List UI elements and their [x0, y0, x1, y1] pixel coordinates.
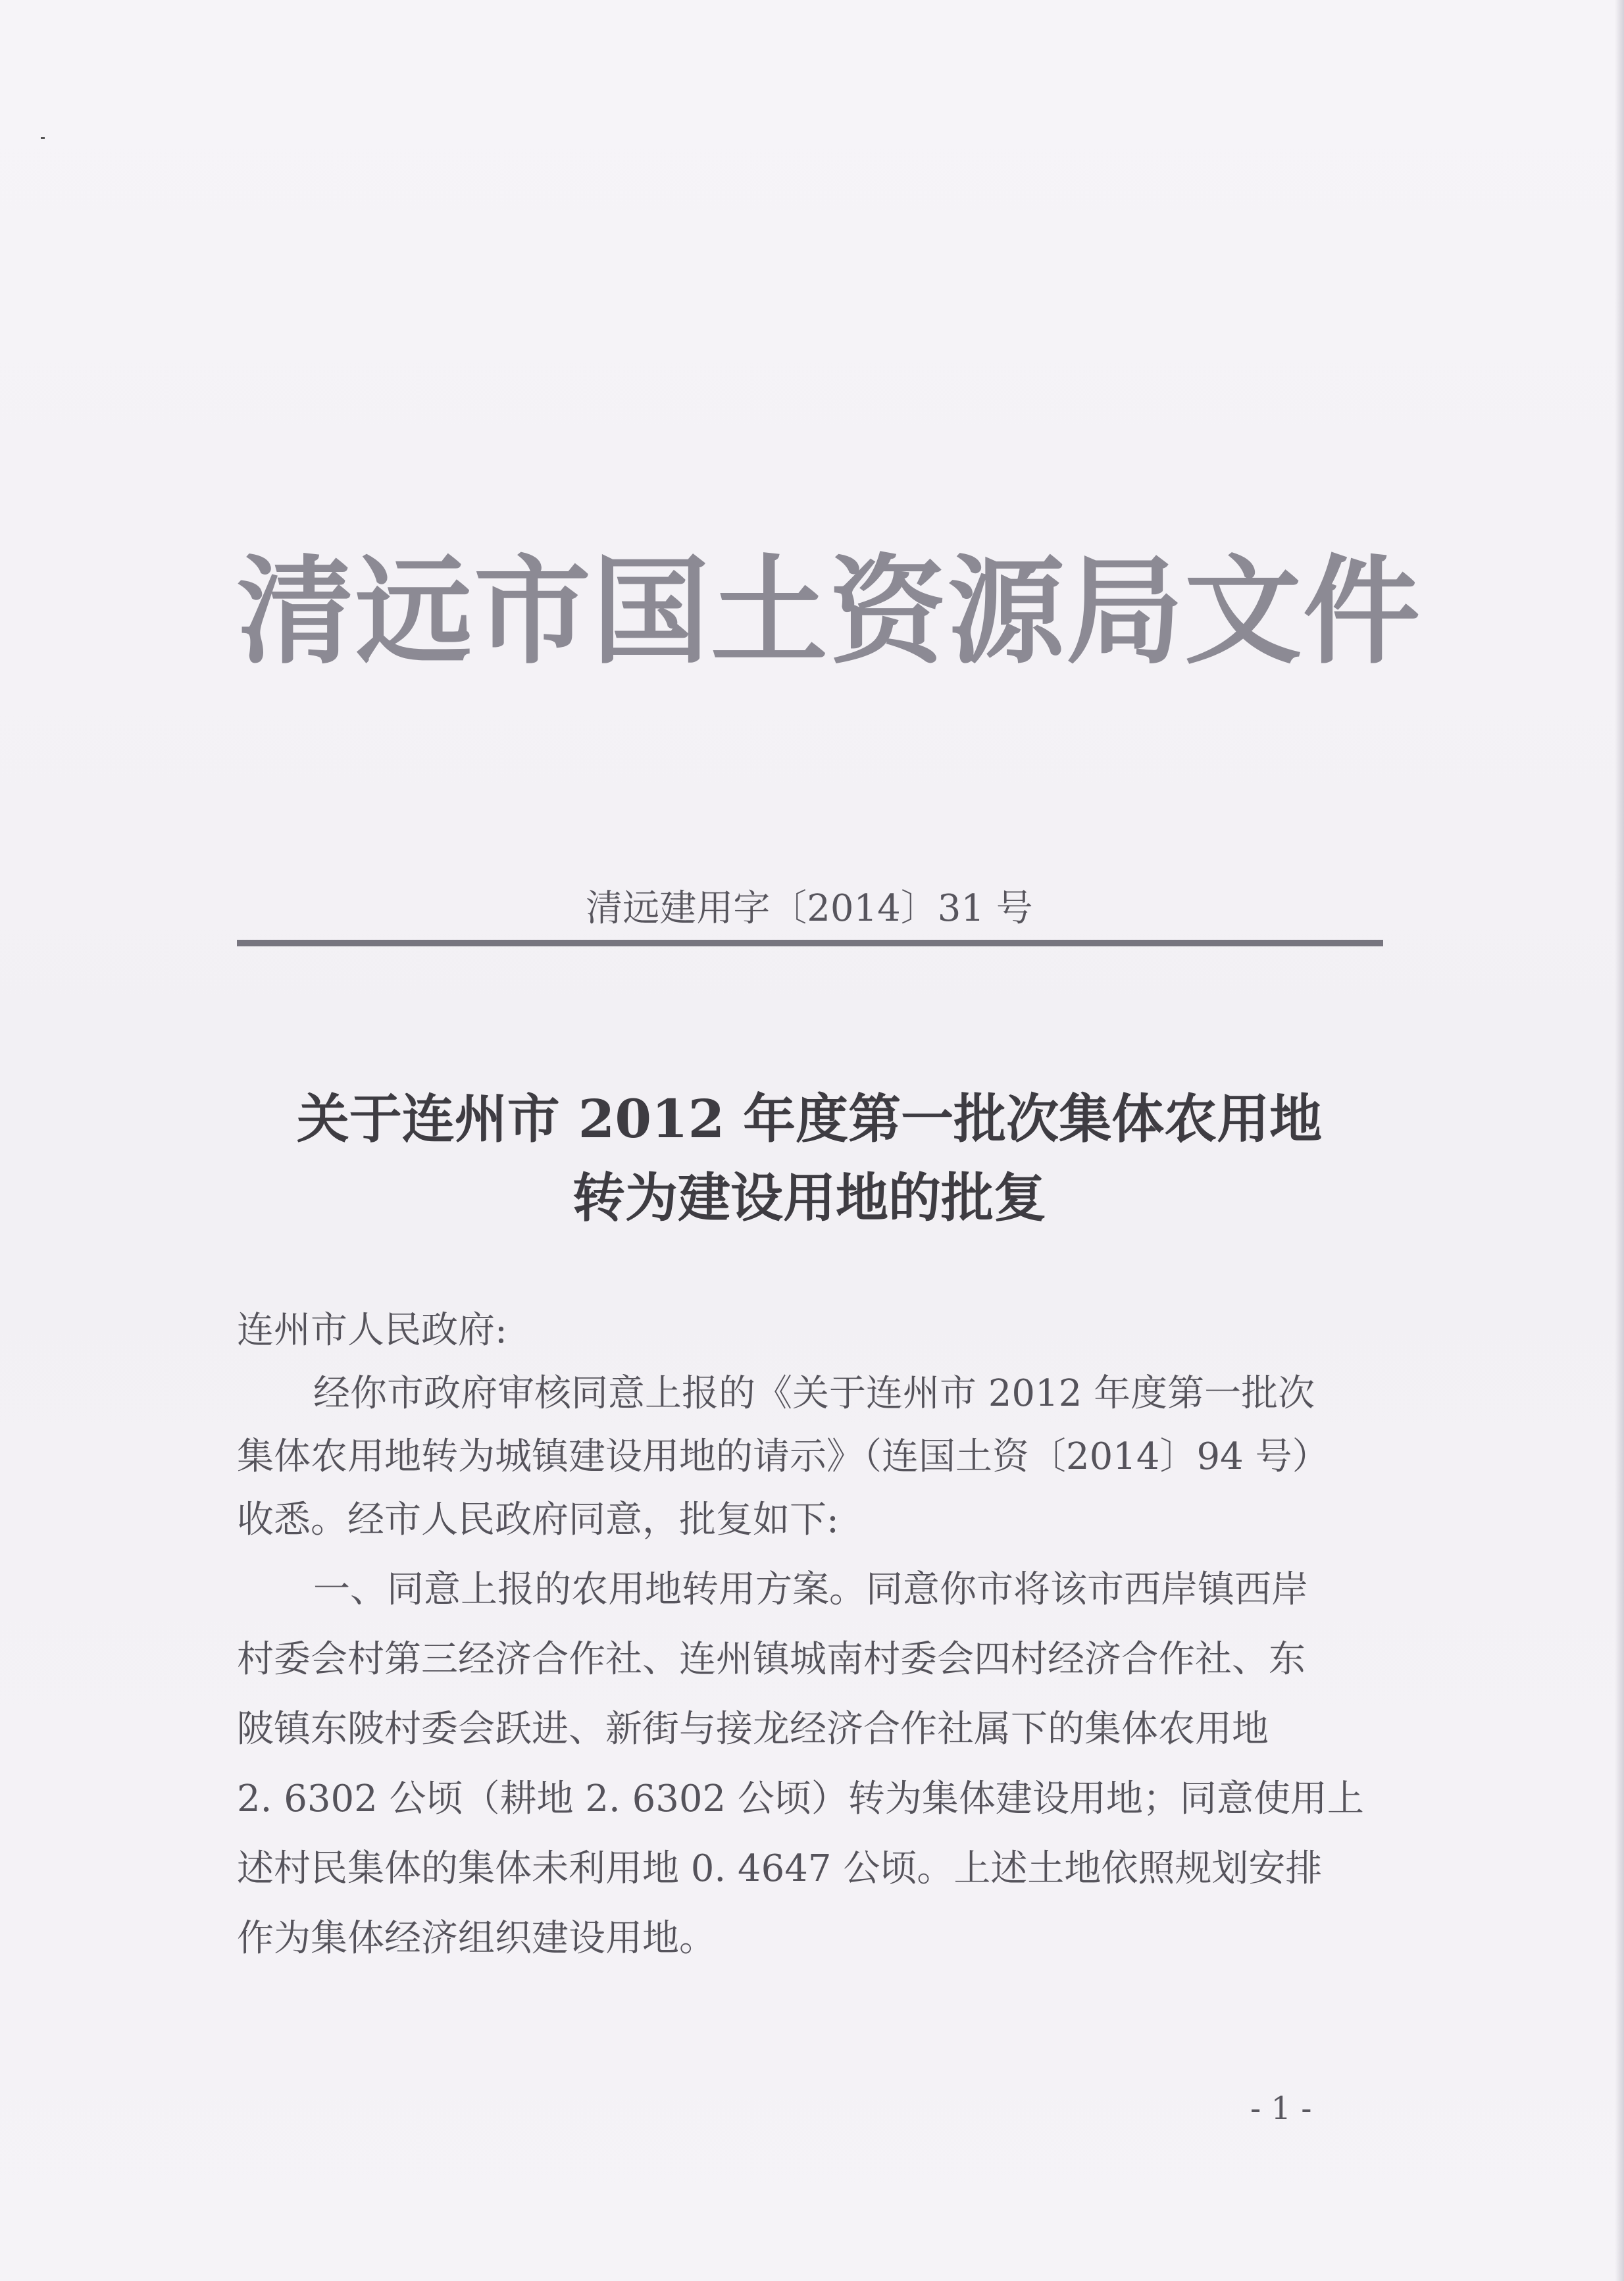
- salutation: 连州市人民政府:: [237, 1309, 507, 1352]
- issuer-header-title: 清远市国土资源局文件: [237, 542, 1421, 680]
- body-line: 一、同意上报的农用地转用方案。同意你市将该市西岸镇西岸: [313, 1568, 1308, 1611]
- document-title-line-2: 转为建设用地的批复: [572, 1167, 1046, 1229]
- body-line: 2. 6302 公顷（耕地 2. 6302 公顷）转为集体建设用地；同意使用上: [237, 1778, 1364, 1820]
- document-title-line-1: 关于连州市 2012 年度第一批次集体农用地: [296, 1088, 1323, 1150]
- body-line: 经你市政府审核同意上报的《关于连州市 2012 年度第一批次: [313, 1372, 1315, 1415]
- document-number: 清远建用字〔2014〕31 号: [586, 887, 1033, 930]
- body-line: 收悉。经市人民政府同意，批复如下:: [237, 1499, 839, 1541]
- body-line: 作为集体经济组织建设用地。: [237, 1917, 716, 1960]
- body-line: 陂镇东陂村委会跃进、新街与接龙经济合作社属下的集体农用地: [237, 1708, 1269, 1751]
- body-line: 述村民集体的集体未利用地 0. 4647 公顷。上述土地依照规划安排: [237, 1847, 1323, 1890]
- scan-edge: [1615, 0, 1624, 2281]
- body-line: 集体农用地转为城镇建设用地的请示》（连国土资〔2014〕94 号）: [237, 1435, 1329, 1478]
- body-line: 村委会村第三经济合作社、连州镇城南村委会四村经济合作社、东: [237, 1638, 1306, 1681]
- page-number: - 1 -: [1250, 2090, 1312, 2127]
- header-divider: [237, 940, 1383, 946]
- scan-speck: [41, 137, 45, 139]
